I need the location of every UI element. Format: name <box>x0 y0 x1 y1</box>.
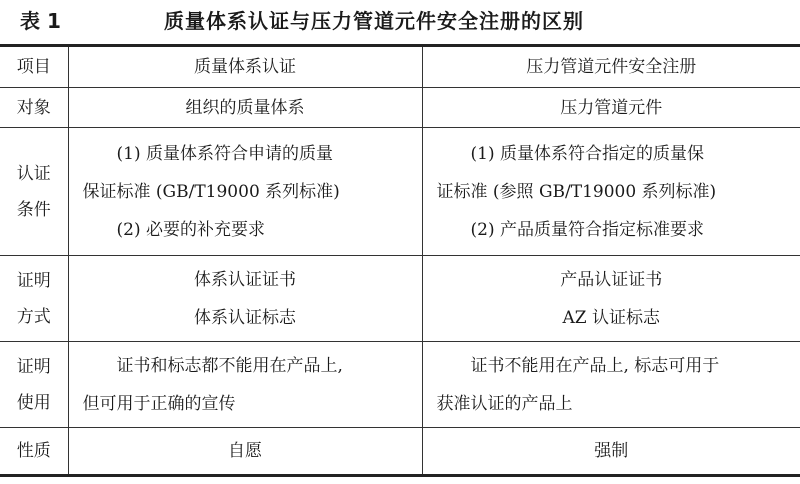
row-label-nature: 性质 <box>0 428 68 476</box>
proof-use-quality-system: 证书和标志都不能用在产品上, 但可用于正确的宣传 <box>68 342 422 428</box>
row-label-object: 对象 <box>0 88 68 128</box>
conditions-quality-system: (1) 质量体系符合申请的质量 保证标准 (GB/T19000 系列标准) (2) 必要的补充要求 <box>68 128 422 256</box>
row-proof-use <box>0 342 800 428</box>
proof-use-pipe-component: 证书不能用在产品上, 标志可用于 获准认证的产品上 <box>422 342 800 428</box>
header-item: 项目 <box>16 57 51 77</box>
proof-method-pipe-component: 产品认证证书 AZ 认证标志 <box>422 256 800 342</box>
header-row <box>0 46 800 88</box>
row-label-conditions: 认证 条件 <box>0 128 68 256</box>
header-pipe-component-registration: 压力管道元件安全注册 <box>422 46 800 88</box>
header-quality-system-cert: 质量体系认证 <box>68 46 422 88</box>
row-object <box>0 88 800 128</box>
table-number: 表 1 <box>20 8 61 33</box>
row-conditions <box>0 128 800 256</box>
proof-method-quality-system: 体系认证证书 体系认证标志 <box>68 256 422 342</box>
conditions-pipe-component: (1) 质量体系符合指定的质量保 证标准 (参照 GB/T19000 系列标准) (2) 产品质量符合指定标准要求 <box>422 128 800 256</box>
row-proof-method <box>0 256 800 342</box>
comparison-table <box>0 44 800 477</box>
row-label-proof-use: 证明 使用 <box>0 342 68 428</box>
row-label-proof-method: 证明 方式 <box>0 256 68 342</box>
table-title <box>20 4 790 34</box>
object-pipe-component: 压力管道元件 <box>422 88 800 128</box>
table-caption: 质量体系认证与压力管道元件安全注册的区别 <box>164 8 584 33</box>
row-nature <box>0 428 800 476</box>
nature-pipe-component: 强制 <box>422 428 800 476</box>
object-quality-system: 组织的质量体系 <box>68 88 422 128</box>
nature-quality-system: 自愿 <box>68 428 422 476</box>
